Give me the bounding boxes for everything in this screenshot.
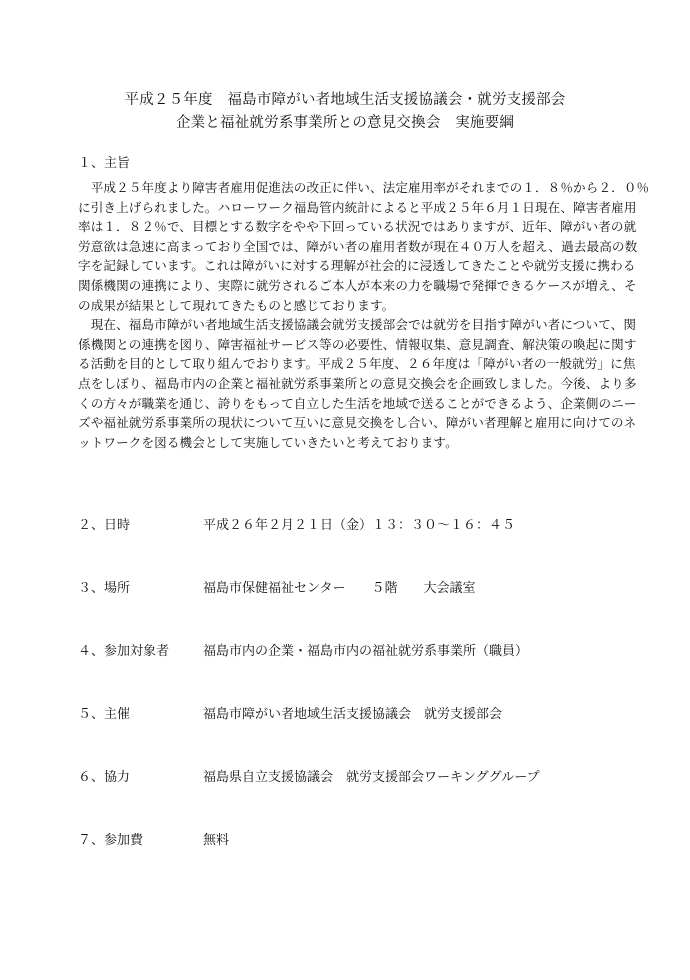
paragraph-2: [78, 315, 638, 452]
item-label: ６、協力: [78, 770, 131, 785]
paragraph-line: 率は１．８２％で、目標とする数字をやや下回っている状況ではありますが、近年、障がい者の就: [78, 219, 637, 235]
item-label: ５、主催: [78, 707, 131, 722]
paragraph-line: ズや福祉就労系事業所の現状について互いに意見交換をし合い、障がい者理解と雇用に向けてのネ: [78, 415, 637, 431]
item-organizer: [78, 704, 638, 726]
paragraph-line: 関係機関の連携により、実際に就労されるご本人が本来の力を職場で発揮できるケースが増え、そ: [78, 277, 637, 293]
item-venue: [78, 578, 638, 600]
item-value: 福島市保健福祉センター ５階 大会議室: [203, 581, 476, 596]
item-datetime: [78, 515, 638, 537]
paragraph-line: 労意欲は急速に高まっており全国では、障がい者の雇用者数が現在４０万人を超え、過去最高の数: [78, 238, 638, 254]
item-fee: [78, 830, 638, 852]
paragraph-line: 平成２５年度より障害者雇用促進法の改正に伴い、法定雇用率がそれまでの１．８％から２．０％: [78, 180, 650, 195]
section-1-heading: １、主旨: [78, 156, 131, 171]
item-value: 無料: [203, 833, 230, 848]
paragraph-line: くの方々が職業を通じ、誇りをもって自立した生活を地域で送ることができるよう、企業側のニー: [78, 395, 637, 411]
item-value: 平成２６年２月２１日（金）１３：３０～１６：４５: [203, 518, 516, 533]
paragraph-line: 係機関との連携を図り、障害福祉サービス等の必要性、情報収集、意見調査、解決策の喚起に関す: [78, 336, 637, 352]
item-cooperation: [78, 767, 638, 789]
item-label: ３、場所: [78, 581, 131, 596]
item-participants: [78, 641, 638, 663]
item-value: 福島市障がい者地域生活支援協議会 就労支援部会: [203, 707, 503, 722]
paragraph-line: の成果が結果として現れてきたものと感じております。: [78, 297, 395, 313]
paragraph-line: 字を記録しています。これは障がいに対する理解が社会的に浸透してきたことや就労支援に携わる: [78, 258, 636, 274]
paragraph-line: 点をしぼり、福島市内の企業と福祉就労系事業所との意見交換会を企画致しました。今後、より多: [78, 375, 637, 391]
item-label: ２、日時: [78, 518, 131, 533]
item-value: 福島市内の企業・福島市内の福祉就労系事業所（職員）: [203, 644, 529, 659]
section-1-body: [78, 178, 650, 452]
paragraph-1: [78, 178, 650, 315]
item-value: 福島県自立支援協議会 就労支援部会ワーキンググループ: [203, 770, 540, 785]
paragraph-line: 現在、福島市障がい者地域生活支援協議会就労支援部会では就労を目指す障がい者について、関: [78, 317, 637, 333]
title-line-2: 企業と福祉就労系事業所との意見交換会 実施要綱: [175, 115, 515, 131]
item-label: ４、参加対象者: [78, 644, 170, 659]
document-title: [0, 89, 690, 135]
paragraph-line: ットワークを図る機会として実施していきたいと考えております。: [78, 434, 458, 450]
title-line-1: 平成２５年度 福島市障がい者地域生活支援協議会・就労支援部会: [124, 92, 566, 108]
paragraph-line: る活動を目的として取り組んでおります。平成２５年度、２６年度は「障がい者の一般就労」に焦: [78, 356, 636, 372]
paragraph-line: に引き上げられました。ハローワーク福島管内統計によると平成２５年６月１日現在、障害者雇用: [78, 199, 637, 215]
item-label: ７、参加費: [78, 833, 144, 848]
